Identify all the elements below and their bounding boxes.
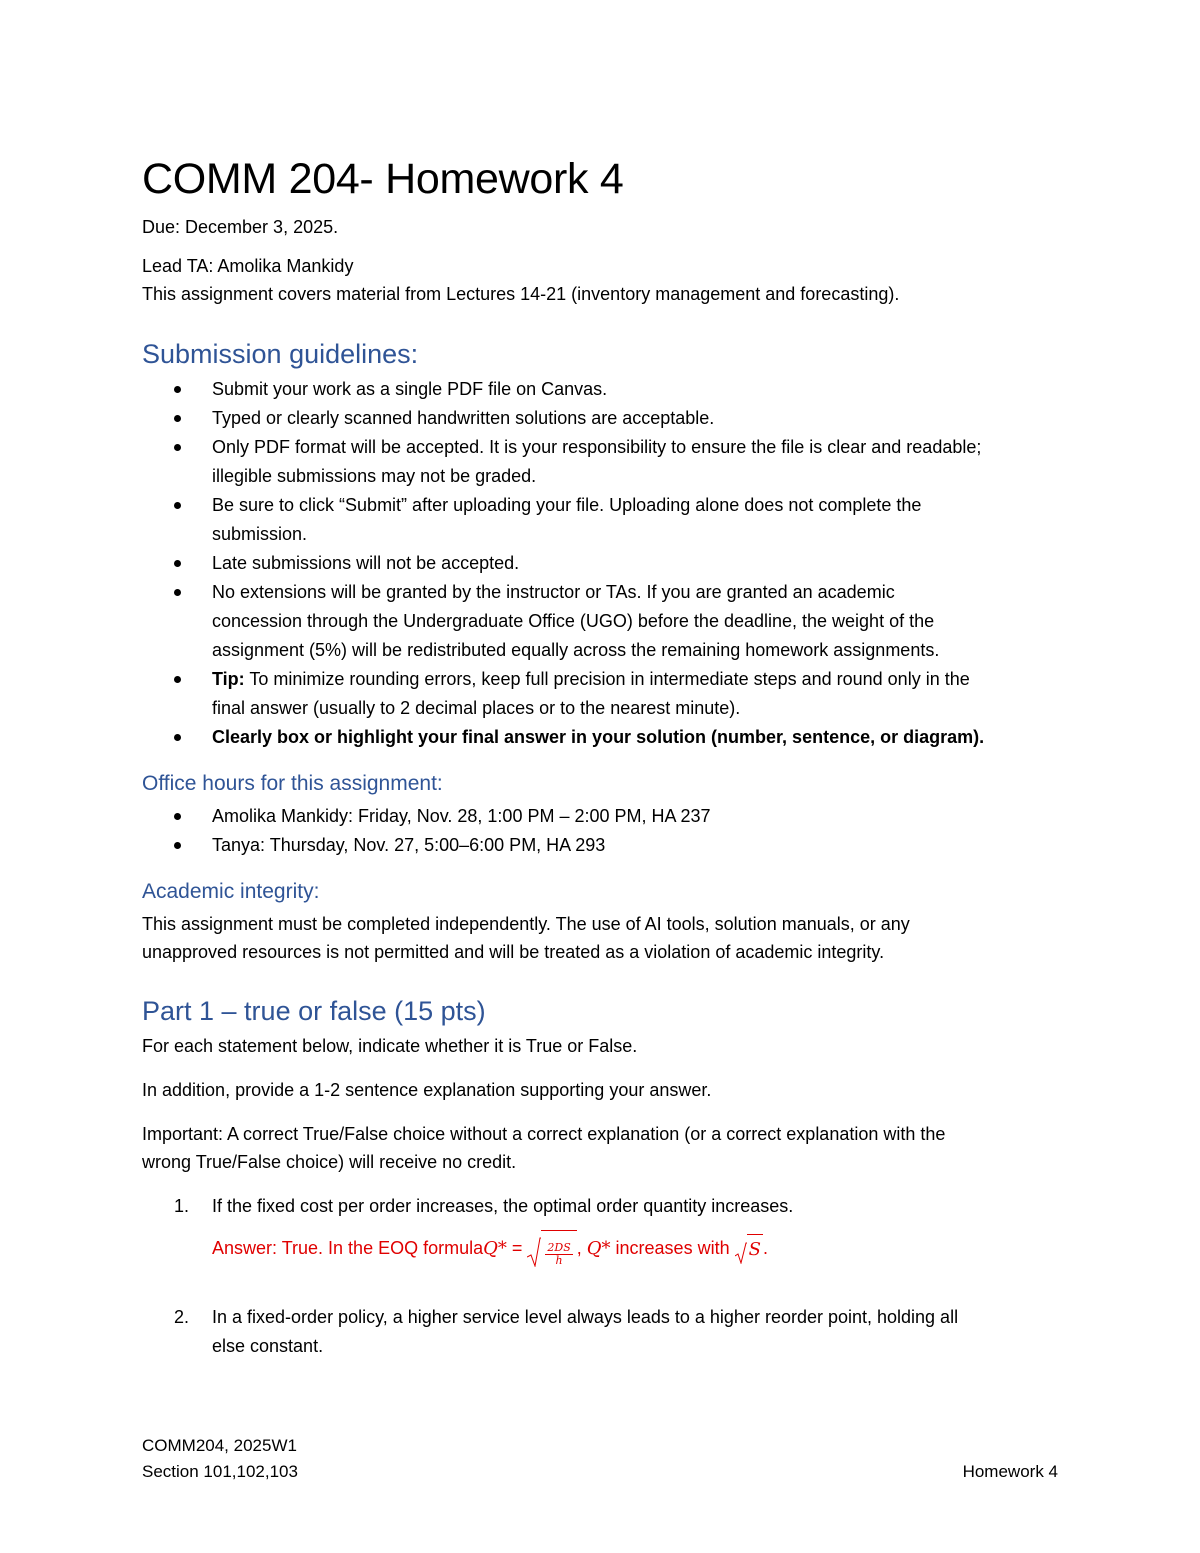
bullet-icon bbox=[174, 676, 181, 683]
question-list bbox=[142, 1192, 1062, 1221]
bullet-icon bbox=[174, 589, 181, 596]
part1-important-1: Important: A correct True/False choice without a correct explanation (or a correct explanation with the bbox=[142, 1124, 946, 1144]
due-date: Due: December 3, 2025. bbox=[142, 217, 339, 237]
question-item: 2. In a fixed-order policy, a higher service level always leads to a higher reorder point, holding all else constant. bbox=[174, 1307, 959, 1356]
list-item: Late submissions will not be accepted. bbox=[142, 549, 984, 578]
question-list-2 bbox=[142, 1303, 1062, 1361]
part1-important-2: wrong True/False choice) will receive no credit. bbox=[142, 1152, 517, 1172]
list-item: Amolika Mankidy: Friday, Nov. 28, 1:00 PM – 2:00 PM, HA 237 bbox=[142, 802, 711, 831]
list-item: Tanya: Thursday, Nov. 27, 5:00–6:00 PM, HA 293 bbox=[142, 831, 711, 860]
list-item: Submit your work as a single PDF file on Canvas. bbox=[142, 375, 984, 404]
page-title: COMM 204- Homework 4 bbox=[142, 155, 624, 203]
bullet-icon bbox=[174, 560, 181, 567]
list-item: Only PDF format will be accepted. It is your responsibility to ensure the file is clear and readable; illegible submissions may not be graded. bbox=[142, 433, 984, 491]
sqrt-icon bbox=[527, 1230, 576, 1267]
fraction: $\frac{2DS}{h}$ bbox=[547, 1241, 571, 1267]
bullet-icon bbox=[174, 734, 181, 741]
footer-course: COMM204, 2025W1 bbox=[142, 1436, 297, 1455]
answer-1: Answer: True. In the EOQ formula Q* = $\frac{2DS}{h}$ , Q* increases with S . bbox=[212, 1230, 768, 1267]
part1-heading: Part 1 – true or false (15 pts) bbox=[142, 996, 486, 1026]
question-item: 1. If the fixed cost per order increases, the optimal order quantity increases. bbox=[174, 1196, 794, 1216]
radical-sign bbox=[735, 1242, 747, 1264]
integrity-text-2: unapproved resources is not permitted and will be treated as a violation of academic integrity. bbox=[142, 942, 885, 962]
list-item: Tip: To minimize rounding errors, keep full precision in intermediate steps and round only in the final answer (usually to 2 decimal places or to the nearest minute). bbox=[142, 665, 984, 723]
list-item: Typed or clearly scanned handwritten solutions are acceptable. bbox=[142, 404, 984, 433]
footer-section: Section 101,102,103 bbox=[142, 1462, 298, 1481]
list-item: Be sure to click “Submit” after uploading your file. Uploading alone does not complete the submission. bbox=[142, 491, 984, 549]
bullet-icon bbox=[174, 386, 181, 393]
bullet-icon bbox=[174, 415, 181, 422]
sqrt-icon: S bbox=[735, 1234, 763, 1264]
coverage-text: This assignment covers material from Lectures 14-21 (inventory management and forecasting). bbox=[142, 284, 900, 304]
part1-intro-2: In addition, provide a 1-2 sentence explanation supporting your answer. bbox=[142, 1080, 712, 1100]
submission-list bbox=[142, 375, 984, 752]
bullet-icon bbox=[174, 502, 181, 509]
lead-ta: Lead TA: Amolika Mankidy bbox=[142, 256, 354, 276]
office-hours-heading: Office hours for this assignment: bbox=[142, 772, 443, 795]
part1-intro-1: For each statement below, indicate whether it is True or False. bbox=[142, 1036, 638, 1056]
footer-title: Homework 4 bbox=[962, 1462, 1058, 1481]
bullet-icon bbox=[174, 813, 181, 820]
bullet-icon bbox=[174, 444, 181, 451]
bullet-icon bbox=[174, 842, 181, 849]
list-item: Clearly box or highlight your final answer in your solution (number, sentence, or diagram). bbox=[142, 723, 984, 752]
integrity-heading: Academic integrity: bbox=[142, 880, 320, 903]
integrity-text-1: This assignment must be completed independently. The use of AI tools, solution manuals, or any bbox=[142, 914, 910, 934]
list-item: No extensions will be granted by the instructor or TAs. If you are granted an academic concession through the Undergraduate Office (UGO) before the deadline, the weight of the assignment (5%) will be redistributed equally across the remaining homework assignments. bbox=[142, 578, 984, 665]
submission-heading: Submission guidelines: bbox=[142, 339, 419, 369]
radical-sign bbox=[527, 1237, 541, 1267]
office-hours-list bbox=[142, 802, 711, 860]
